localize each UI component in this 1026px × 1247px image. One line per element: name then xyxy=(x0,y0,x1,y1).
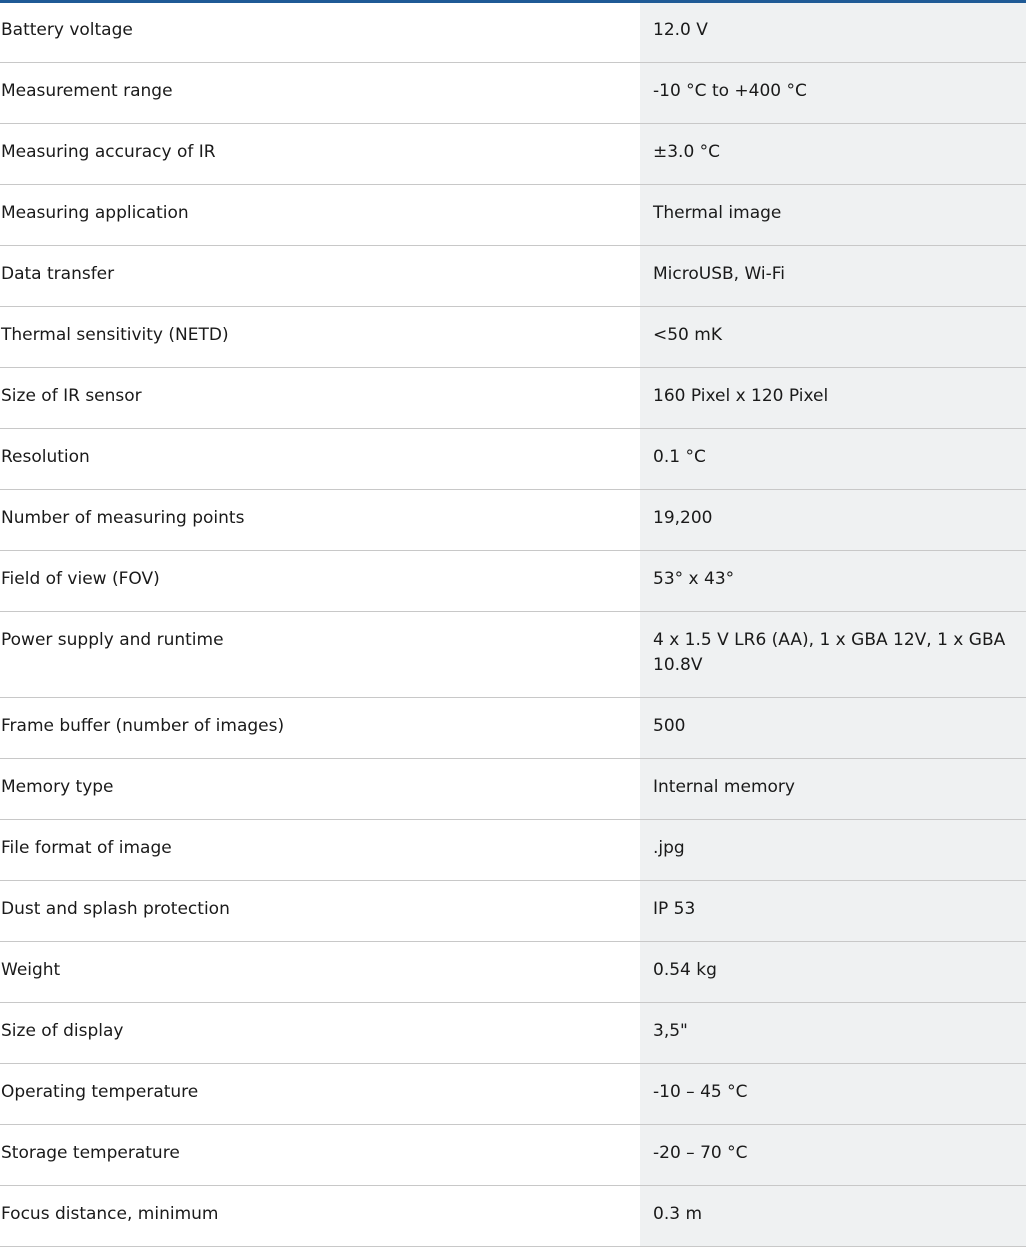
spec-value: 500 xyxy=(640,698,1026,759)
spec-row xyxy=(0,612,1026,698)
spec-value: MicroUSB, Wi-Fi xyxy=(640,246,1026,307)
spec-value: 0.3 m xyxy=(640,1186,1026,1247)
spec-value: 4 x 1.5 V LR6 (AA), 1 x GBA 12V, 1 x GBA 10.8V xyxy=(640,612,1026,698)
spec-row xyxy=(0,307,1026,368)
spec-row xyxy=(0,881,1026,942)
spec-row xyxy=(0,490,1026,551)
spec-label: Field of view (FOV) xyxy=(0,551,640,612)
spec-row xyxy=(0,2,1026,63)
spec-label: Battery voltage xyxy=(0,2,640,63)
spec-row xyxy=(0,1064,1026,1125)
spec-row xyxy=(0,63,1026,124)
spec-label: Data transfer xyxy=(0,246,640,307)
spec-value: -10 – 45 °C xyxy=(640,1064,1026,1125)
spec-label: Thermal sensitivity (NETD) xyxy=(0,307,640,368)
spec-label: Resolution xyxy=(0,429,640,490)
spec-row xyxy=(0,368,1026,429)
spec-value: 0.1 °C xyxy=(640,429,1026,490)
spec-value: 53° x 43° xyxy=(640,551,1026,612)
spec-row xyxy=(0,820,1026,881)
spec-value: 12.0 V xyxy=(640,2,1026,63)
spec-value: 19,200 xyxy=(640,490,1026,551)
spec-label: Operating temperature xyxy=(0,1064,640,1125)
spec-label: Dust and splash protection xyxy=(0,881,640,942)
spec-value: Internal memory xyxy=(640,759,1026,820)
spec-row xyxy=(0,124,1026,185)
spec-value: -20 – 70 °C xyxy=(640,1125,1026,1186)
spec-value: .jpg xyxy=(640,820,1026,881)
spec-value: 160 Pixel x 120 Pixel xyxy=(640,368,1026,429)
spec-value: <50 mK xyxy=(640,307,1026,368)
spec-label: Frame buffer (number of images) xyxy=(0,698,640,759)
spec-label: Measuring application xyxy=(0,185,640,246)
spec-label: Size of display xyxy=(0,1003,640,1064)
spec-row xyxy=(0,1186,1026,1247)
spec-row xyxy=(0,246,1026,307)
spec-label: Weight xyxy=(0,942,640,1003)
spec-row xyxy=(0,1003,1026,1064)
spec-value: ±3.0 °C xyxy=(640,124,1026,185)
spec-label: Number of measuring points xyxy=(0,490,640,551)
spec-value: -10 °C to +400 °C xyxy=(640,63,1026,124)
spec-row xyxy=(0,1125,1026,1186)
spec-value: Thermal image xyxy=(640,185,1026,246)
spec-row xyxy=(0,185,1026,246)
spec-row xyxy=(0,942,1026,1003)
spec-label: File format of image xyxy=(0,820,640,881)
spec-row xyxy=(0,429,1026,490)
spec-row xyxy=(0,551,1026,612)
spec-label: Storage temperature xyxy=(0,1125,640,1186)
spec-label: Memory type xyxy=(0,759,640,820)
spec-label: Focus distance, minimum xyxy=(0,1186,640,1247)
spec-row xyxy=(0,698,1026,759)
spec-value: IP 53 xyxy=(640,881,1026,942)
spec-label: Size of IR sensor xyxy=(0,368,640,429)
spec-label: Power supply and runtime xyxy=(0,612,640,698)
spec-value: 3,5" xyxy=(640,1003,1026,1064)
spec-label: Measuring accuracy of IR xyxy=(0,124,640,185)
spec-label: Measurement range xyxy=(0,63,640,124)
spec-row xyxy=(0,759,1026,820)
spec-value: 0.54 kg xyxy=(640,942,1026,1003)
specifications-table-body xyxy=(0,2,1026,1247)
